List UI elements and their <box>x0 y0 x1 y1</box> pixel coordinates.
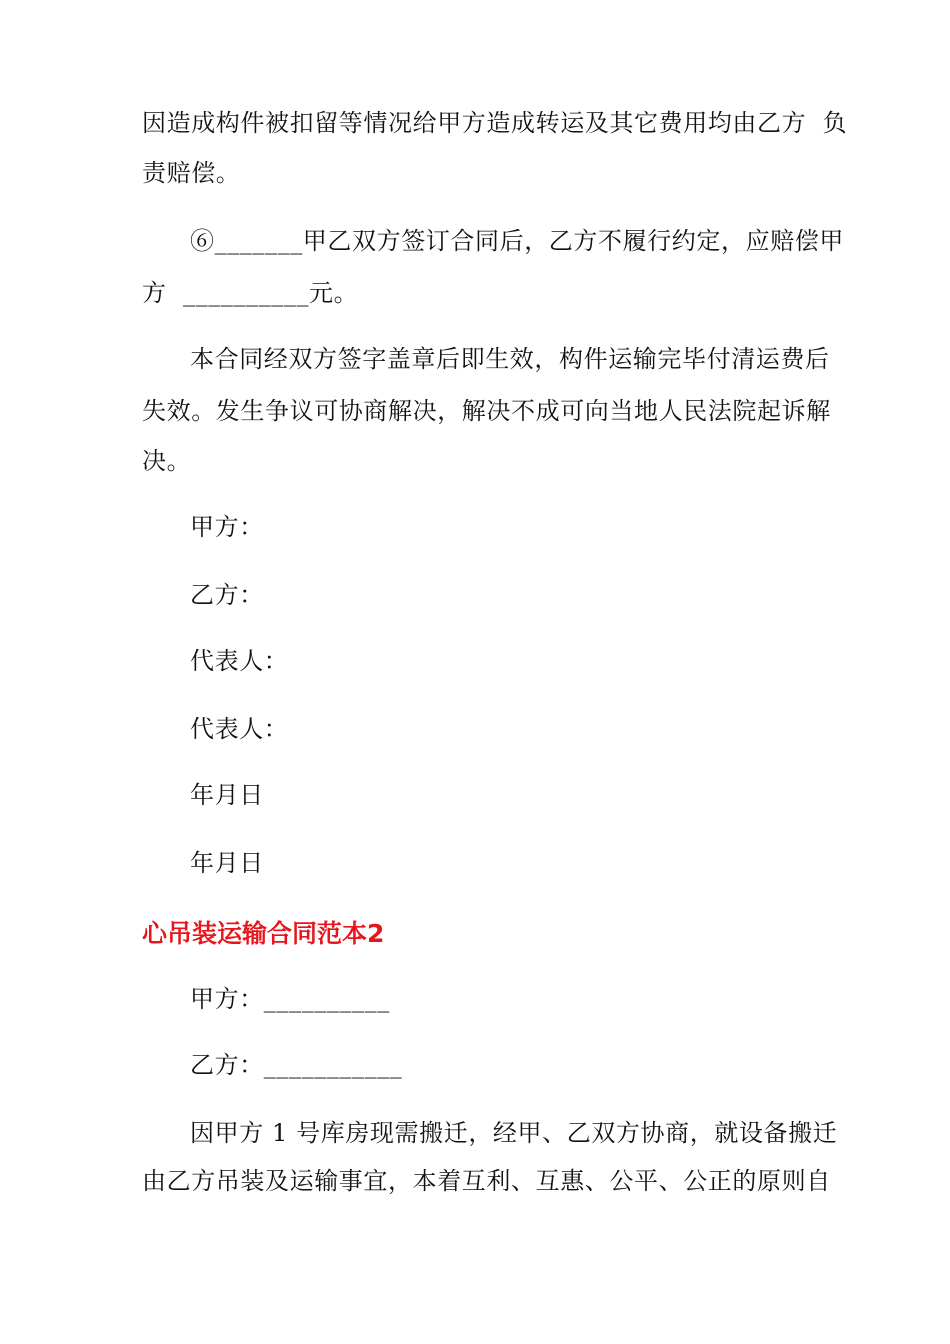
paragraph-line: 因甲方 1 号库房现需搬迁，经甲、乙双方协商，就设备搬迁 <box>190 1119 838 1147</box>
paragraph-line: 本合同经双方签字盖章后即生效，构件运输完毕付清运费后 <box>190 345 830 373</box>
party-a-field: 甲方：__________ <box>190 985 390 1013</box>
signature-date: 年月日 <box>190 849 264 877</box>
section-heading: 心吊装运输合同范本2 <box>142 919 385 948</box>
paragraph-line: ⑥_______甲乙双方签订合同后，乙方不履行约定，应赔偿甲 <box>190 227 844 255</box>
paragraph-line: 责赔偿。 <box>142 159 241 187</box>
signature-party-a: 甲方： <box>190 513 264 541</box>
signature-party-b: 乙方： <box>190 581 264 609</box>
party-b-field: 乙方：___________ <box>190 1051 403 1079</box>
signature-representative: 代表人： <box>190 715 289 743</box>
paragraph-line: 因造成构件被扣留等情况给甲方造成转运及其它费用均由乙方 负 <box>142 109 848 137</box>
paragraph-line: 失效。发生争议可协商解决，解决不成可向当地人民法院起诉解 <box>142 397 831 425</box>
signature-representative: 代表人： <box>190 647 289 675</box>
signature-date: 年月日 <box>190 781 264 809</box>
paragraph-line: 由乙方吊装及运输事宜，本着互利、互惠、公平、公正的原则自 <box>142 1167 831 1195</box>
paragraph-line: 决。 <box>142 447 192 475</box>
paragraph-line: 方 __________元。 <box>142 279 359 307</box>
